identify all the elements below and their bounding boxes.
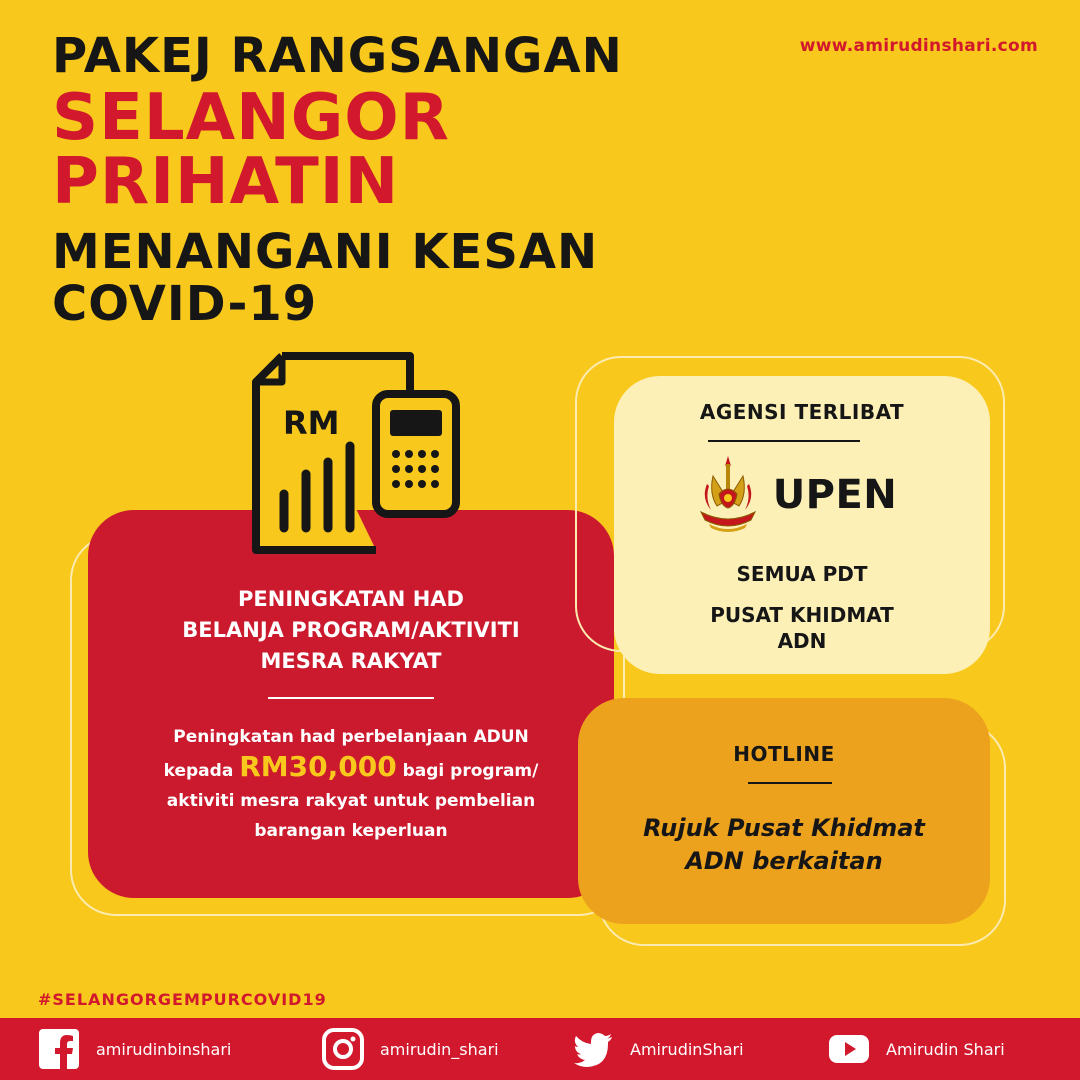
agency-item-line: ADN bbox=[777, 629, 827, 653]
finance-document-calculator-icon bbox=[248, 352, 462, 562]
social-footer bbox=[0, 1018, 1080, 1080]
program-title-line: BELANJA PROGRAM/AKTIVITI bbox=[182, 618, 520, 642]
hotline-card-divider bbox=[748, 782, 832, 784]
instagram-link[interactable] bbox=[322, 1028, 499, 1070]
youtube-handle: Amirudin Shari bbox=[886, 1039, 1005, 1059]
agency-card-divider bbox=[708, 440, 860, 442]
agency-item-line: PUSAT KHIDMAT bbox=[710, 603, 894, 627]
agency-item bbox=[614, 602, 990, 654]
selangor-crest-icon bbox=[695, 454, 761, 536]
program-body-line: Peningkatan had perbelanjaan ADUN bbox=[173, 727, 529, 747]
hotline-card bbox=[578, 698, 990, 924]
facebook-icon bbox=[38, 1028, 80, 1070]
agency-name: UPEN bbox=[772, 472, 898, 518]
finance-icon-label: RM bbox=[283, 404, 340, 442]
hotline-card-title: HOTLINE bbox=[733, 742, 835, 766]
headline-line-4: MENANGANI KESAN bbox=[52, 224, 599, 280]
twitter-icon bbox=[572, 1028, 614, 1070]
program-body-text: bagi program/ bbox=[396, 761, 539, 781]
agency-card-title: AGENSI TERLIBAT bbox=[699, 400, 905, 424]
program-card-divider bbox=[268, 697, 434, 699]
program-body-text: kepada bbox=[163, 761, 240, 781]
instagram-handle: amirudin_shari bbox=[380, 1039, 499, 1059]
twitter-handle: AmirudinShari bbox=[630, 1039, 744, 1059]
youtube-link[interactable] bbox=[828, 1028, 1005, 1070]
hotline-body-line: ADN berkaitan bbox=[685, 847, 883, 875]
hotline-body-line: Rujuk Pusat Khidmat bbox=[643, 814, 925, 842]
instagram-icon bbox=[322, 1028, 364, 1070]
headline-line-1: PAKEJ RANGSANGAN bbox=[52, 28, 623, 84]
headline bbox=[52, 28, 772, 332]
youtube-icon bbox=[828, 1028, 870, 1070]
program-card-title bbox=[88, 584, 614, 677]
program-body-line: aktiviti mesra rakyat untuk pembelian bbox=[166, 791, 536, 811]
program-body-line: barangan keperluan bbox=[254, 821, 448, 841]
program-card-body bbox=[108, 722, 594, 846]
facebook-handle: amirudinbinshari bbox=[96, 1039, 232, 1059]
upen-row bbox=[666, 454, 926, 536]
website-link[interactable]: www.amirudinshari.com bbox=[799, 36, 1038, 56]
facebook-link[interactable] bbox=[38, 1028, 231, 1070]
program-title-line: MESRA RAKYAT bbox=[260, 649, 442, 673]
program-amount: RM30,000 bbox=[239, 750, 397, 783]
agency-item: SEMUA PDT bbox=[736, 562, 868, 586]
program-body-line bbox=[108, 752, 594, 786]
headline-line-2: SELANGOR bbox=[52, 81, 450, 155]
twitter-link[interactable] bbox=[572, 1028, 744, 1070]
hotline-card-body bbox=[578, 812, 990, 878]
hashtag[interactable]: #SELANGORGEMPURCOVID19 bbox=[38, 990, 327, 1009]
program-title-line: PENINGKATAN HAD bbox=[238, 587, 464, 611]
program-card bbox=[88, 510, 614, 898]
headline-line-5: COVID-19 bbox=[52, 276, 318, 332]
agency-card bbox=[614, 376, 990, 674]
headline-line-3: PRIHATIN bbox=[52, 145, 400, 219]
